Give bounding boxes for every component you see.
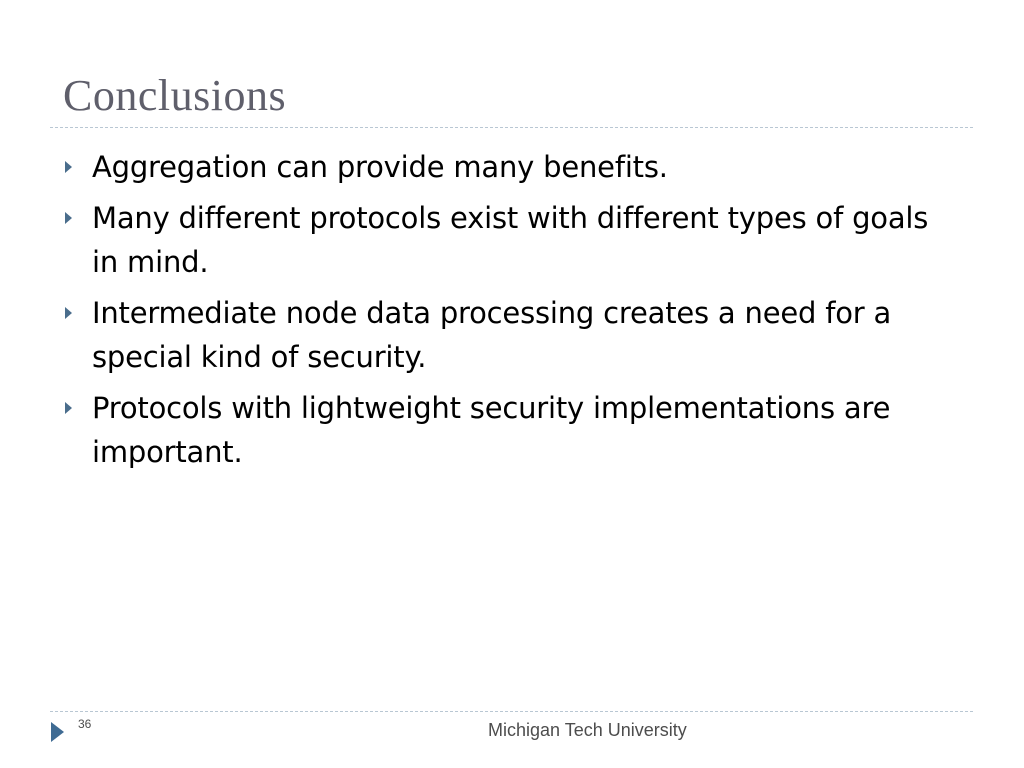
footer-arrow-icon [51, 722, 64, 742]
bullet-arrow-icon [65, 161, 72, 173]
footer-divider [50, 711, 973, 712]
bullet-text: Many different protocols exist with different types of goals in mind. [92, 201, 929, 279]
bullet-arrow-icon [65, 307, 72, 319]
bullet-item [62, 196, 962, 284]
bullet-arrow-icon [65, 402, 72, 414]
bullet-item [62, 386, 962, 474]
footer-institution: Michigan Tech University [488, 720, 687, 740]
bullet-text: Aggregation can provide many benefits. [92, 150, 668, 184]
bullet-item [62, 291, 962, 379]
slide-title: Conclusions [63, 71, 287, 120]
bullet-arrow-icon [65, 212, 72, 224]
bullet-text: Protocols with lightweight security implementations are important. [92, 391, 891, 469]
bullet-list [62, 145, 962, 481]
bullet-text: Intermediate node data processing creates a need for a special kind of security. [92, 296, 892, 374]
page-number: 36 [78, 717, 92, 731]
bullet-item [62, 145, 962, 189]
title-divider [50, 127, 973, 128]
